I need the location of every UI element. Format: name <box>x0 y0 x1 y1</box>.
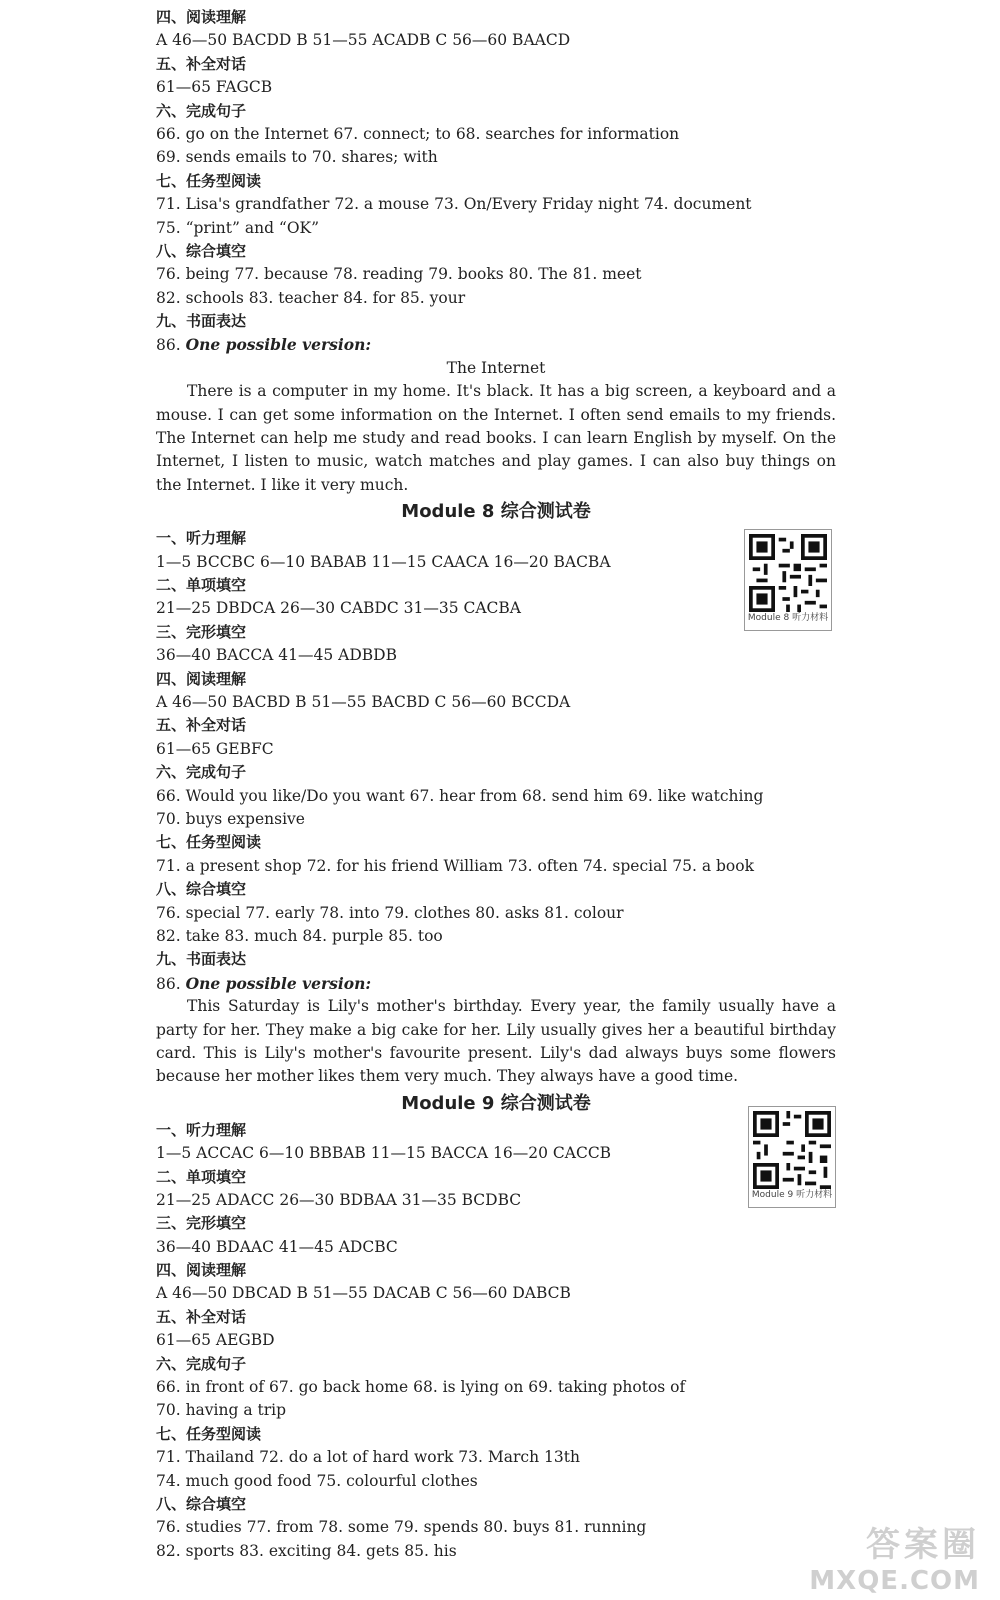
answer-line: 76. studies 77. from 78. some 79. spends 80. buys 81. running <box>156 1518 647 1537</box>
section-heading: 七、任务型阅读 <box>156 171 262 190</box>
section-heading: 三、完形填空 <box>156 622 247 641</box>
answer-line: 70. having a trip <box>156 1401 287 1420</box>
answer-line: 82. take 83. much 84. purple 85. too <box>156 926 443 945</box>
answer-line: 66. in front of 67. go back home 68. is lying on 69. taking photos of <box>156 1378 686 1397</box>
section-heading: 四、阅读理解 <box>156 669 247 688</box>
essay-label <box>156 972 836 995</box>
qr-caption: Module 9 听力材料 <box>751 1190 833 1200</box>
answer-line: 36—40 BDAAC 41—45 ADCBC <box>156 1237 398 1256</box>
qr-code-icon <box>753 1111 831 1189</box>
essay-text <box>156 995 836 1089</box>
answer-line: 71. Lisa's grandfather 72. a mouse 73. On/Every Friday night 74. document <box>156 195 752 214</box>
section-heading: 四、阅读理解 <box>156 1261 247 1280</box>
answer-line: 69. sends emails to 70. shares; with <box>156 148 438 167</box>
answer-line: 61—65 FAGCB <box>156 78 273 97</box>
module-title: Module 9 综合测试卷 <box>401 1092 591 1114</box>
qr-code-module9[interactable] <box>748 1106 836 1208</box>
watermark <box>809 1517 980 1596</box>
essay-text <box>156 380 836 497</box>
version-label: One possible version: <box>185 973 372 993</box>
answer-line: 1—5 ACCAC 6—10 BBBAB 11—15 BACCA 16—20 CACCB <box>156 1144 612 1163</box>
section-heading: 四、阅读理解 <box>156 8 247 26</box>
section-heading: 二、单项填空 <box>156 1167 247 1186</box>
section-heading: 六、完成句子 <box>156 101 247 120</box>
question-number: 86. <box>156 974 181 993</box>
qr-caption: Module 8 听力材料 <box>747 613 829 623</box>
answer-line: 21—25 DBDCA 26—30 CABDC 31—35 CACBA <box>156 599 521 618</box>
section-heading: 九、书面表达 <box>156 950 247 969</box>
essay-paragraph: There is a computer in my home. It's black. It has a big screen, a keyboard and a mouse. I can get some information on the Internet. I often send emails to my friends. The Internet can help me study and read books. I can learn English by myself. On the Internet, I listen to music, watch matches and play games. I can also buy things on the Internet. I like it very much. <box>156 382 836 494</box>
section-heading: 五、补全对话 <box>156 54 247 73</box>
answer-line: 66. go on the Internet 67. connect; to 68. searches for information <box>156 124 680 143</box>
answer-line: 71. Thailand 72. do a lot of hard work 73. March 13th <box>156 1448 580 1467</box>
answer-line: 76. special 77. early 78. into 79. clothes 80. asks 81. colour <box>156 903 624 922</box>
answer-line: 1—5 BCCBC 6—10 BABAB 11—15 CAACA 16—20 BACBA <box>156 552 611 571</box>
qr-code-module8[interactable] <box>744 529 832 631</box>
answer-line: A 46—50 BACBD B 51—55 BACBD C 56—60 BCCDA <box>156 693 571 712</box>
answer-line: A 46—50 DBCAD B 51—55 DACAB C 56—60 DABCB <box>156 1284 571 1303</box>
qr-code-icon <box>749 534 827 612</box>
section-heading: 八、综合填空 <box>156 880 247 899</box>
module-title: Module 8 综合测试卷 <box>401 501 591 523</box>
section-heading: 一、听力理解 <box>156 529 247 548</box>
section-heading: 一、听力理解 <box>156 1120 247 1139</box>
section-heading: 三、完形填空 <box>156 1214 247 1233</box>
section-heading: 七、任务型阅读 <box>156 833 262 852</box>
question-number: 86. <box>156 336 181 355</box>
section-heading: 八、综合填空 <box>156 241 247 260</box>
section-heading: 六、完成句子 <box>156 763 247 782</box>
section-heading: 七、任务型阅读 <box>156 1424 262 1443</box>
essay-label <box>156 333 836 356</box>
section-heading: 五、补全对话 <box>156 1307 247 1326</box>
answer-line: 71. a present shop 72. for his friend William 73. often 74. special 75. a book <box>156 856 754 875</box>
section-heading: 五、补全对话 <box>156 716 247 735</box>
answer-line: 36—40 BACCA 41—45 ADBDB <box>156 646 397 665</box>
answer-line: 61—65 AEGBD <box>156 1331 275 1350</box>
answer-line: 21—25 ADACC 26—30 BDBAA 31—35 BCDBC <box>156 1190 522 1209</box>
answer-line: 70. buys expensive <box>156 809 305 828</box>
answer-line: 75. “print” and “OK” <box>156 218 320 237</box>
answer-line: 76. being 77. because 78. reading 79. books 80. The 81. meet <box>156 265 642 284</box>
essay-paragraph: This Saturday is Lily's mother's birthday. Every year, the family usually have a party for her. They make a big cake for her. Lily usually gives her a beautiful birthday card. This is Lily's mother's favourite present. Lily's dad always buys some flowers because her mother likes them very much. They always have a good time. <box>156 997 836 1086</box>
answer-page <box>156 6 836 1563</box>
section-heading: 二、单项填空 <box>156 576 247 595</box>
answer-line: 82. schools 83. teacher 84. for 85. your <box>156 288 466 307</box>
watermark-logo-text: 答案圈 <box>866 1525 980 1565</box>
answer-line: A 46—50 BACDD B 51—55 ACADB C 56—60 BAACD <box>156 31 571 50</box>
section-heading: 六、完成句子 <box>156 1354 247 1373</box>
version-label: One possible version: <box>185 335 372 355</box>
section-heading: 九、书面表达 <box>156 312 247 331</box>
answer-line: 74. much good food 75. colourful clothes <box>156 1471 478 1490</box>
answer-line: 82. sports 83. exciting 84. gets 85. his <box>156 1541 457 1560</box>
essay-title: The Internet <box>446 358 546 377</box>
answer-line: 66. Would you like/Do you want 67. hear from 68. send him 69. like watching <box>156 786 764 805</box>
watermark-url: MXQE.COM <box>809 1566 980 1596</box>
answer-line: 61—65 GEBFC <box>156 739 274 758</box>
section-heading: 八、综合填空 <box>156 1494 247 1513</box>
